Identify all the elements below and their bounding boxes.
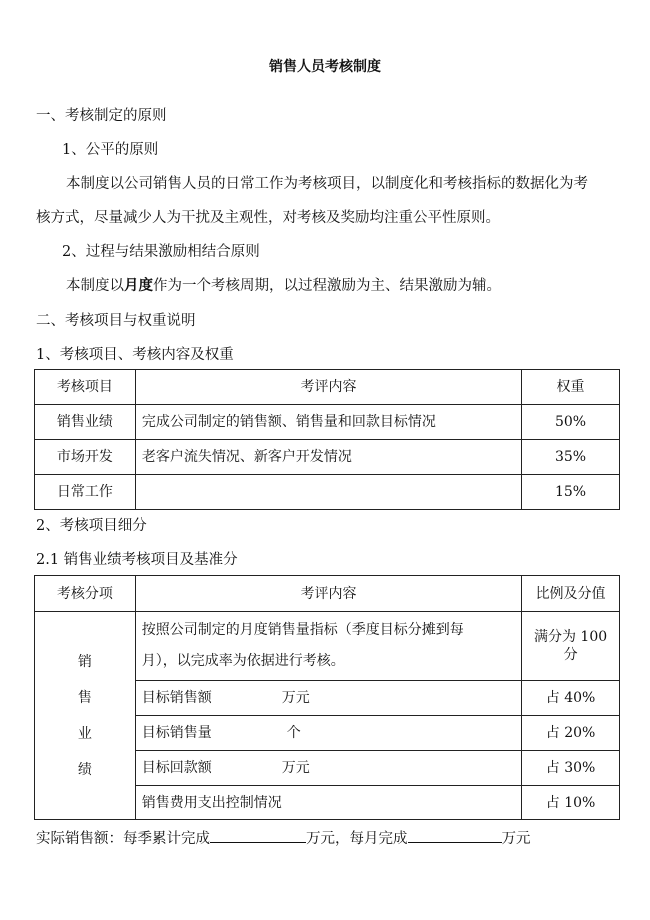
row-unit: 万元 — [281, 760, 310, 776]
row-content: 老客户流失情况、新客户开发情况 — [135, 440, 521, 475]
main-row-content — [135, 612, 521, 681]
row-weight: 50% — [522, 405, 620, 440]
row-content — [135, 716, 521, 751]
row-content — [135, 475, 521, 510]
group-label-char: 业 — [77, 725, 92, 742]
row-score: 占 20% — [522, 716, 620, 751]
section-1-2-paragraph-bold: 月度 — [124, 277, 153, 294]
table-row — [35, 612, 620, 681]
header-score: 比例及分值 — [522, 576, 620, 612]
row-content: 完成公司制定的销售额、销售量和回款目标情况 — [135, 405, 521, 440]
section-1-2-heading: 2、过程与结果激励相结合原则 — [62, 244, 260, 260]
header-content: 考评内容 — [135, 576, 521, 612]
footer-prefix: 实际销售额：每季累计完成 — [36, 831, 210, 847]
row-unit: 万元 — [281, 690, 310, 706]
section-1-2-paragraph — [66, 277, 501, 295]
row-item: 销售业绩 — [35, 405, 136, 440]
group-label-cell — [35, 612, 136, 820]
group-label-char: 销 — [77, 653, 92, 670]
document-title: 销售人员考核制度 — [269, 59, 381, 75]
row-item: 日常工作 — [35, 475, 136, 510]
sales-score-table — [34, 575, 620, 820]
main-row-score: 满分为 100 分 — [522, 612, 620, 681]
section-2-1-heading: 1、考核项目、考核内容及权重 — [36, 347, 234, 363]
table-row — [35, 405, 620, 440]
row-unit: 个 — [286, 725, 301, 741]
quarter-amount-blank[interactable] — [210, 828, 306, 843]
footer-unit1: 万元，每月完成 — [306, 831, 408, 847]
section-2-heading: 二、考核项目与权重说明 — [36, 313, 196, 329]
row-item: 市场开发 — [35, 440, 136, 475]
section-2-2-heading: 2、考核项目细分 — [36, 518, 147, 534]
row-label: 销售费用支出控制情况 — [141, 794, 282, 811]
group-label-char: 售 — [77, 689, 92, 706]
main-row-content-line1: 按照公司制定的月度销售量指标（季度目标分摊到每 — [141, 622, 464, 638]
section-1-2-paragraph-post: 作为一个考核周期，以过程激励为主、结果激励为辅。 — [153, 278, 501, 294]
row-score: 占 10% — [522, 786, 620, 820]
weight-table — [34, 369, 620, 510]
row-weight: 15% — [522, 475, 620, 510]
footer-line — [36, 828, 531, 848]
table-row — [35, 475, 620, 510]
row-label: 目标销售量 — [141, 725, 212, 741]
row-label: 目标回款额 — [141, 760, 212, 776]
row-content — [135, 751, 521, 786]
row-content — [135, 681, 521, 716]
section-1-heading: 一、考核制定的原则 — [36, 108, 167, 124]
header-item: 考核分项 — [35, 576, 136, 612]
row-score: 占 30% — [522, 751, 620, 786]
table-header-row — [35, 370, 620, 405]
section-1-1-paragraph-line1: 本制度以公司销售人员的日常工作为考核项目，以制度化和考核指标的数据化为考 — [66, 176, 588, 192]
section-1-1-heading: 1、公平的原则 — [62, 142, 159, 158]
section-1-2-paragraph-pre: 本制度以 — [66, 278, 124, 294]
main-row-content-line2: 月），以完成率为依据进行考核。 — [141, 653, 345, 669]
section-2-2-1-heading: 2.1 销售业绩考核项目及基准分 — [36, 552, 238, 568]
footer-unit2: 万元 — [501, 831, 531, 847]
group-label — [78, 644, 92, 788]
row-label: 目标销售额 — [141, 690, 212, 706]
header-item: 考核项目 — [35, 370, 136, 405]
group-label-char: 绩 — [77, 761, 92, 778]
row-score: 占 40% — [522, 681, 620, 716]
row-content — [135, 786, 521, 820]
table-row — [35, 440, 620, 475]
header-weight: 权重 — [522, 370, 620, 405]
header-content: 考评内容 — [135, 370, 521, 405]
table-header-row — [35, 576, 620, 612]
month-amount-blank[interactable] — [408, 828, 502, 843]
section-1-1-paragraph-line2: 核方式，尽量减少人为干扰及主观性，对考核及奖励均注重公平性原则。 — [36, 210, 500, 226]
row-weight: 35% — [522, 440, 620, 475]
